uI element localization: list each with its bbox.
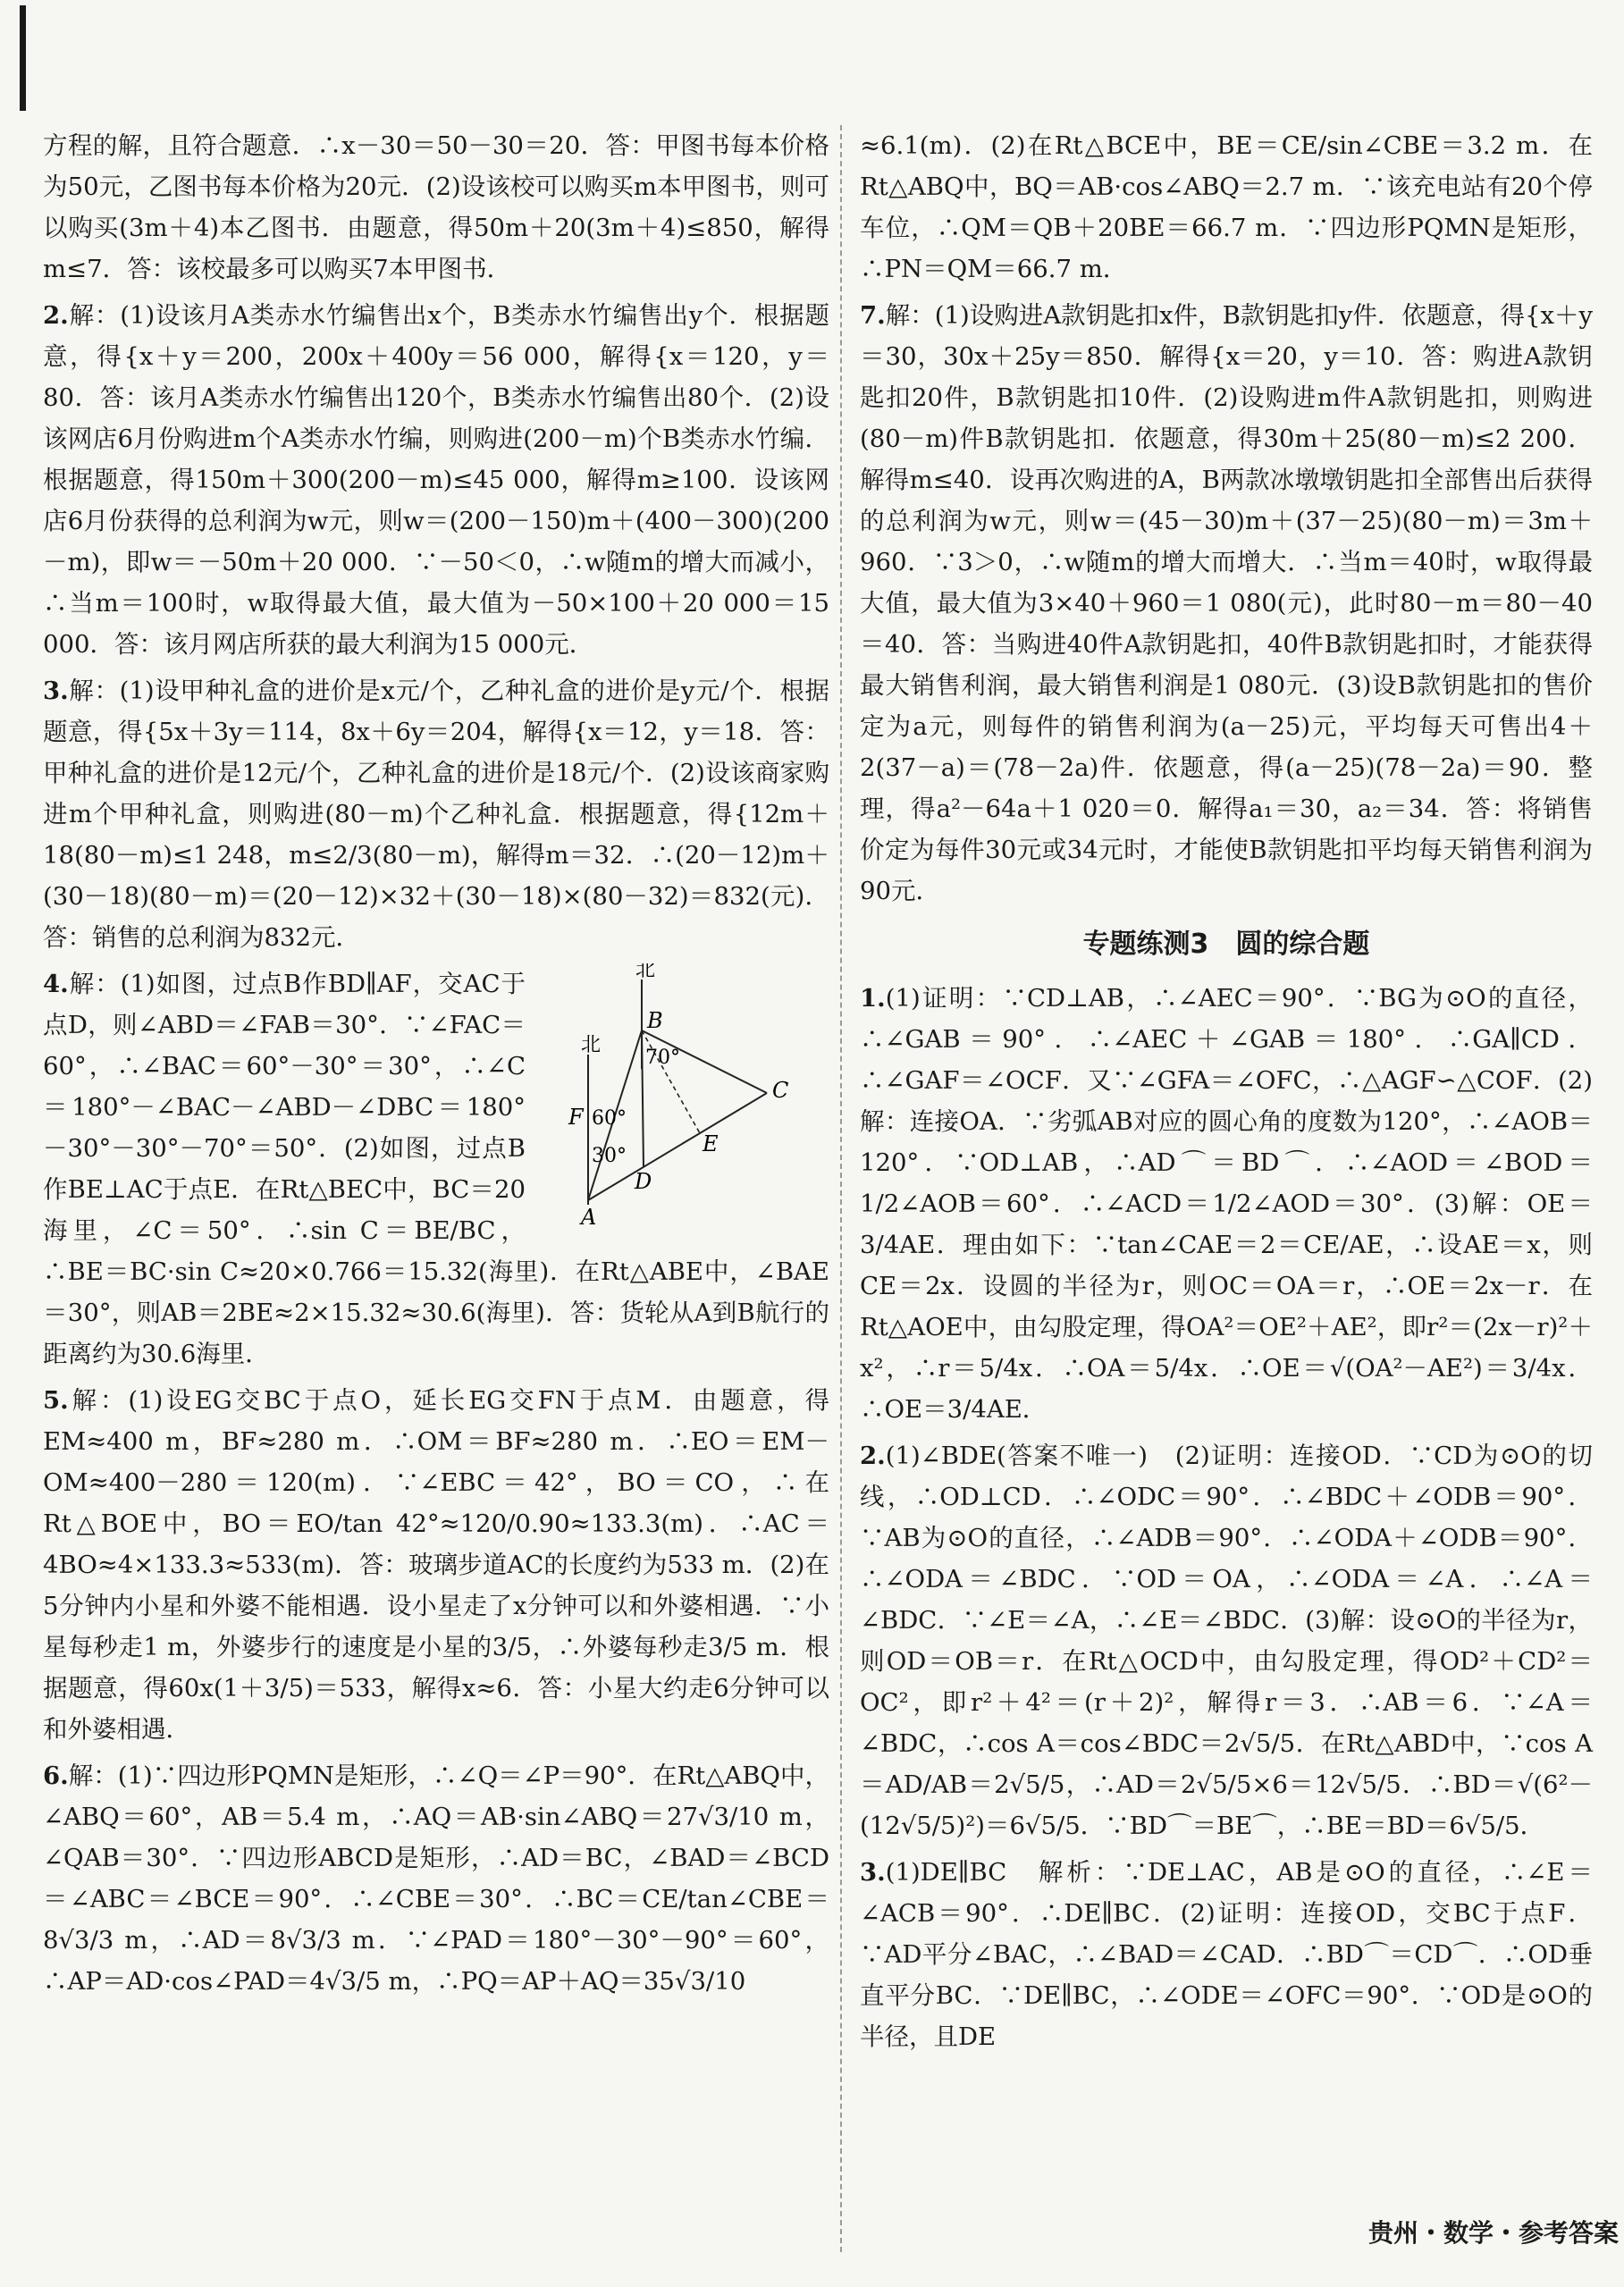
binding-mark — [20, 5, 26, 111]
problem-6: 6.解：(1)∵四边形PQMN是矩形，∴∠Q＝∠P＝90°．在Rt△ABQ中，∠ABQ＝60°，AB＝5.4 m，∴AQ＝AB·sin∠ABQ＝27√3/10 m，∠QAB＝30°．∵四边形ABCD是矩形，∴AD＝BC，∠BAD＝∠BCD＝∠ABC＝∠BCE＝90°．∴∠CBE＝30°．∴BC＝CE/tan∠CBE＝8√3/3 m，∴AD＝8√3/3 m．∵∠PAD＝180°－30°－90°＝60°，∴AP＝AD·cos∠PAD＝4√3/5 m，∴PQ＝AP＋AQ＝35√3/10 — [43, 1761, 829, 1996]
point-a-label: A — [581, 1205, 597, 1230]
problem-4: 北 北 B C A D E F 60° 30° 70° 4.解：(1)如图，过点B作BD∥AF，交AC于点D，则∠ABD＝∠FAB＝30°．∵∠FAC＝60°，∴∠BAC＝60°－30°＝30°，∴∠C＝180°－∠BAC－∠ABD－∠DBC＝180°－30°－30°－70°＝50°．(2)如图，过点B作BE⊥AC于点E．在Rt△BEC中，BC＝20海里，∠C＝50°．∴sin C＝BE/BC，∴BE＝BC·sin C≈20×0.766＝15.32(海里)．在Rt△ABE中，∠BAE＝30°，则AB＝2BE≈2×15.32≈30.6(海里)．答：货轮从A到B航行的距离约为30.6海里． — [43, 963, 829, 1375]
point-c-label: C — [772, 1078, 789, 1103]
problem-3: 3.解：(1)设甲种礼盒的进价是x元/个，乙种礼盒的进价是y元/个．根据题意，得{5x＋3y＝114，8x＋6y＝204，解得{x＝12，y＝18．答：甲种礼盒的进价是12元/个，乙种礼盒的进价是18元/个．(2)设该商家购进m个甲种礼盒，则购进(80－m)个乙种礼盒．根据题意，得{12m＋18(80－m)≤1 248，m≤2/3(80－m)，解得m＝32．∴(20－12)m＋(30－18)(80－m)＝(20－12)×32＋(30－18)×(80－32)＝832(元)．答：销售的总利润为832元． — [43, 677, 829, 952]
problem-6-tail: ≈6.1(m)．(2)在Rt△BCE中，BE＝CE/sin∠CBE＝3.2 m．在Rt△ABQ中，BQ＝AB·cos∠ABQ＝2.7 m．∵该充电站有20个停车位，∴QM＝QB＋20BE＝66.7 m．∵四边形PQMN是矩形，∴PN＝QM＝66.7 m． — [860, 131, 1593, 283]
navigation-diagram — [534, 963, 829, 1232]
angle-60-label: 60° — [592, 1107, 627, 1130]
section-title: 专题练测3 圆的综合题 — [1082, 929, 1370, 960]
column-divider — [840, 125, 842, 2252]
point-b-label: B — [647, 1008, 663, 1033]
point-d-label: D — [635, 1169, 652, 1194]
page-footer: 贵州・数学・参考答案 — [1367, 2218, 1619, 2248]
angle-70-label: 70° — [645, 1047, 680, 1069]
north-label-2: 北 — [581, 1034, 602, 1056]
circle-problem-1: 1.(1)证明：∵CD⊥AB，∴∠AEC＝90°．∵BG为⊙O的直径，∴∠GAB＝90°．∴∠AEC＋∠GAB＝180°．∴GA∥CD．∴∠GAF＝∠OCF．又∵∠GFA＝∠OFC，∴△AGF∽△COF．(2)解：连接OA．∵劣弧AB对应的圆心角的度数为120°，∴∠AOB＝120°．∵OD⊥AB，∴AD⌒＝BD⌒．∴∠AOD＝∠BOD＝1/2∠AOB＝60°．∴∠ACD＝1/2∠AOD＝30°．(3)解：OE＝3/4AE．理由如下：∵tan∠CAE＝2＝CE/AE，∴设AE＝x，则CE＝2x．设圆的半径为r，则OC＝OA＝r，∴OE＝2x－r．在Rt△AOE中，由勾股定理，得OA²＝OE²＋AE²，即r²＝(2x－r)²＋x²，∴r＝5/4x．∴OA＝5/4x．∴OE＝√(OA²－AE²)＝3/4x．∴OE＝3/4AE． — [860, 984, 1593, 1424]
segment-bd — [642, 1030, 644, 1167]
point-e-label: E — [703, 1131, 719, 1156]
north-label-1: 北 — [635, 963, 656, 981]
angle-30-label: 30° — [592, 1145, 627, 1167]
left-column — [43, 125, 829, 2007]
problem-2: 2.解：(1)设该月A类赤水竹编售出x个，B类赤水竹编售出y个．根据题意，得{x＋y＝200，200x＋400y＝56 000，解得{x＝120，y＝80．答：该月A类赤水竹编售出120个，B类赤水竹编售出80个．(2)设该网店6月份购进m个A类赤水竹编，则购进(200－m)个B类赤水竹编．根据题意，得150m＋300(200－m)≤45 000，解得m≥100．设该网店6月份获得的总利润为w元，则w＝(200－150)m＋(400－300)(200－m)，即w＝－50m＋20 000．∵－50＜0，∴w随m的增大而减小，∴当m＝100时，w取得最大值，最大值为－50×100＋20 000＝15 000．答：该月网店所获的最大利润为15 000元． — [43, 301, 829, 659]
paragraph-1-tail: 方程的解，且符合题意．∴x－30＝50－30＝20．答：甲图书每本价格为50元，乙图书每本价格为20元．(2)设该校可以购买m本甲图书，则可以购买(3m＋4)本乙图书．由题意，得50m＋20(3m＋4)≤850，解得m≤7．答：该校最多可以购买7本甲图书． — [43, 131, 829, 283]
circle-problem-2: 2.(1)∠BDE(答案不唯一) (2)证明：连接OD．∵CD为⊙O的切线，∴OD⊥CD．∴∠ODC＝90°．∴∠BDC＋∠ODB＝90°．∵AB为⊙O的直径，∴∠ADB＝90°．∴∠ODA＋∠ODB＝90°．∴∠ODA＝∠BDC．∵OD＝OA，∴∠ODA＝∠A．∴∠A＝∠BDC．∵∠E＝∠A，∴∠E＝∠BDC．(3)解：设⊙O的半径为r，则OD＝OB＝r．在Rt△OCD中，由勾股定理，得OD²＋CD²＝OC²，即r²＋4²＝(r＋2)²，解得r＝3．∴AB＝6．∵∠A＝∠BDC，∴cos A＝cos∠BDC＝2√5/5．在Rt△ABD中，∵cos A＝AD/AB＝2√5/5，∴AD＝2√5/5×6＝12√5/5．∴BD＝√(6²－(12√5/5)²)＝6√5/5．∵BD⌒＝BE⌒，∴BE＝BD＝6√5/5． — [860, 1442, 1593, 1840]
circle-problem-3: 3.(1)DE∥BC 解析：∵DE⊥AC，AB是⊙O的直径，∴∠E＝∠ACB＝90°．∴DE∥BC．(2)证明：连接OD，交BC于点F．∵AD平分∠BAC，∴∠BAD＝∠CAD．∴BD⌒＝CD⌒．∴OD垂直平分BC．∵DE∥BC，∴∠ODE＝∠OFC＝90°．∵OD是⊙O的半径，且DE — [860, 1858, 1593, 2051]
triangle-figure — [534, 963, 829, 1232]
problem-5: 5.解：(1)设EG交BC于点O，延长EG交FN于点M．由题意，得EM≈400 m，BF≈280 m．∴OM＝BF≈280 m．∴EO＝EM－OM≈400－280＝120(m)．∵∠EBC＝42°，BO＝CO，∴在Rt△BOE中，BO＝EO/tan 42°≈120/0.90≈133.3(m)．∴AC＝4BO≈4×133.3≈533(m)．答：玻璃步道AC的长度约为533 m．(2)在5分钟内小星和外婆不能相遇．设小星走了x分钟可以和外婆相遇．∵小星每秒走1 m，外婆步行的速度是小星的3/5，∴外婆每秒走3/5 m．根据题意，得60x(1＋3/5)＝533，解得x≈6．答：小星大约走6分钟可以和外婆相遇． — [43, 1386, 829, 1744]
right-column — [860, 125, 1593, 2063]
problem-7: 7.解：(1)设购进A款钥匙扣x件，B款钥匙扣y件．依题意，得{x＋y＝30，30x＋25y＝850．解得{x＝20，y＝10．答：购进A款钥匙扣20件，B款钥匙扣10件．(2)设购进m件A款钥匙扣，则购进(80－m)件B款钥匙扣．依题意，得30m＋25(80－m)≤2 200．解得m≤40．设再次购进的A，B两款冰墩墩钥匙扣全部售出后获得的总利润为w元，则w＝(45－30)m＋(37－25)(80－m)＝3m＋960．∵3＞0，∴w随m的增大而增大．∴当m＝40时，w取得最大值，最大值为3×40＋960＝1 080(元)，此时80－m＝80－40＝40．答：当购进40件A款钥匙扣，40件B款钥匙扣时，才能获得最大销售利润，最大销售利润是1 080元．(3)设B款钥匙扣的售价定为a元，则每件的销售利润为(a－25)元，平均每天可售出4＋2(37－a)＝(78－2a)件．依题意，得(a－25)(78－2a)＝90．整理，得a²－64a＋1 020＝0．解得a₁＝30，a₂＝34．答：将销售价定为每件30元或34元时，才能使B款钥匙扣平均每天销售利润为90元． — [860, 301, 1593, 905]
point-f-label: F — [568, 1105, 584, 1130]
